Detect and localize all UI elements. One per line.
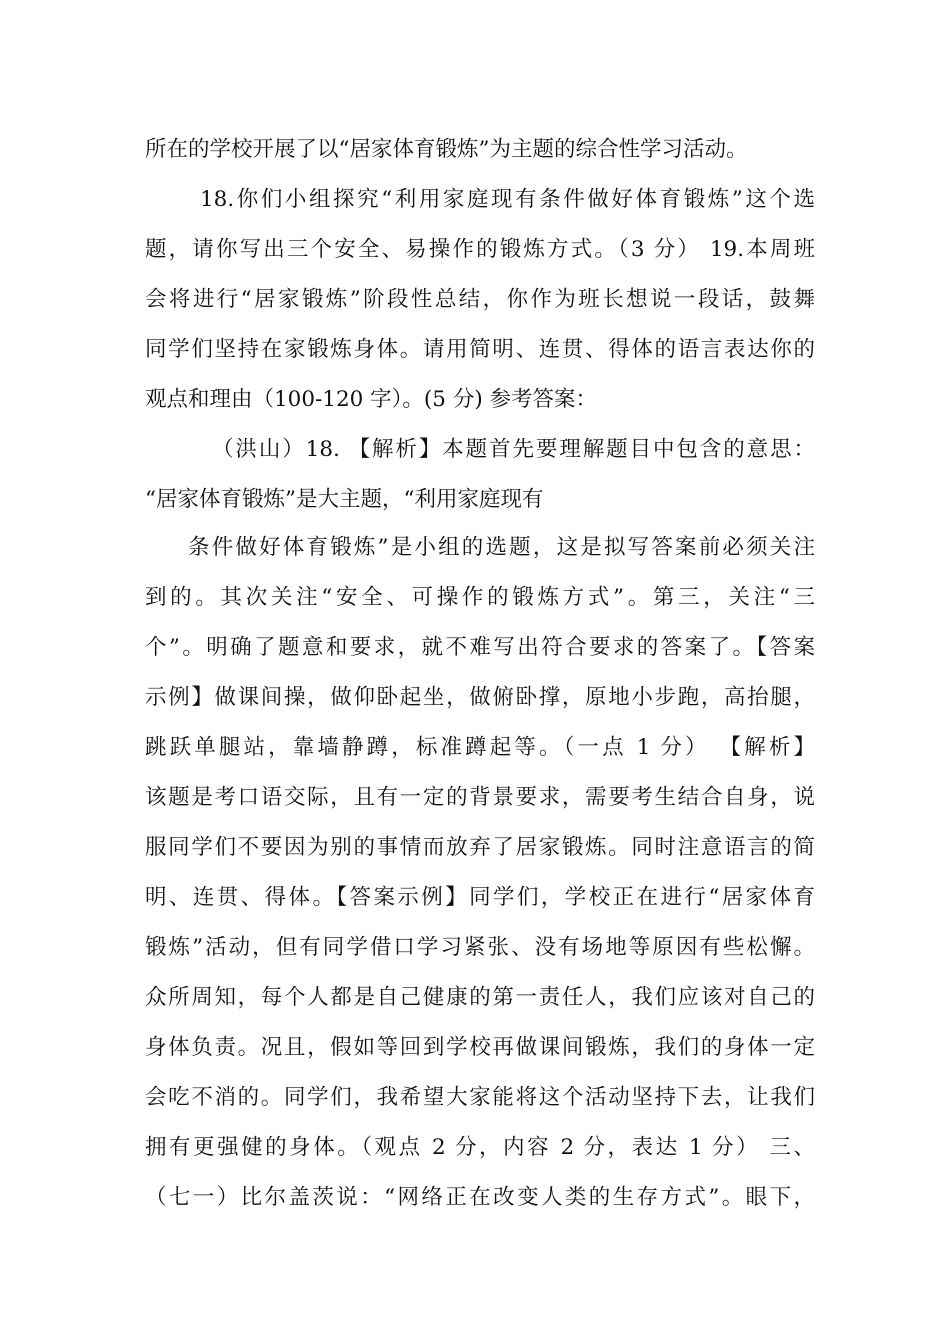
text-line-21: 拥有更强健的身体。（观点 2 分，内容 2 分，表达 1 分） 三、: [145, 1135, 815, 1160]
text-line-10: 到的。其次关注“安全、可操作的锻炼方式”。第三，关注“三: [145, 585, 815, 610]
text-line-15: 服同学们不要因为别的事情而放弃了居家锻炼。同时注意语言的简: [145, 835, 815, 860]
text-line-6: 观点和理由（100-120 字）。(5 分) 参考答案：: [145, 387, 598, 412]
text-line-3: 题，请你写出三个安全、易操作的锻炼方式。（3 分） 19.本周班: [145, 237, 815, 262]
text-line-13: 跳跃单腿站，靠墙静蹲，标准蹲起等。（一点 1 分） 【解析】: [145, 735, 815, 760]
text-line-22: （七一）比尔盖茨说：“网络正在改变人类的生存方式”。眼下，: [145, 1185, 815, 1210]
text-line-7: （洪山）18. 【解析】本题首先要理解题目中包含的意思：: [212, 437, 815, 462]
text-line-16: 明、连贯、得体。【答案示例】同学们，学校正在进行“居家体育: [145, 885, 815, 910]
text-line-11: 个”。明确了题意和要求，就不难写出符合要求的答案了。【答案: [145, 635, 815, 660]
text-line-20: 会吃不消的。同学们，我希望大家能将这个活动坚持下去，让我们: [145, 1085, 815, 1110]
text-line-1: 所在的学校开展了以“居家体育锻炼”为主题的综合性学习活动。: [145, 137, 748, 162]
text-line-4: 会将进行“居家锻炼”阶段性总结，你作为班长想说一段话，鼓舞: [145, 287, 815, 312]
text-line-17: 锻炼”活动，但有同学借口学习紧张、没有场地等原因有些松懈。: [145, 935, 815, 960]
text-line-8: “居家体育锻炼”是大主题，“利用家庭现有: [145, 487, 544, 512]
text-line-9: 条件做好体育锻炼”是小组的选题，这是拟写答案前必须关注: [188, 535, 815, 560]
text-line-5: 同学们坚持在家锻炼身体。请用简明、连贯、得体的语言表达你的: [145, 337, 815, 362]
text-line-14: 该题是考口语交际，且有一定的背景要求，需要考生结合自身，说: [145, 785, 815, 810]
text-line-2: 18.你们小组探究“利用家庭现有条件做好体育锻炼”这个选: [200, 187, 815, 212]
text-line-19: 身体负责。况且，假如等回到学校再做课间锻炼，我们的身体一定: [145, 1035, 815, 1060]
text-line-18: 众所周知，每个人都是自己健康的第一责任人，我们应该对自己的: [145, 985, 815, 1010]
text-line-12: 示例】做课间操，做仰卧起坐，做俯卧撑，原地小步跑，高抬腿，: [145, 685, 815, 710]
